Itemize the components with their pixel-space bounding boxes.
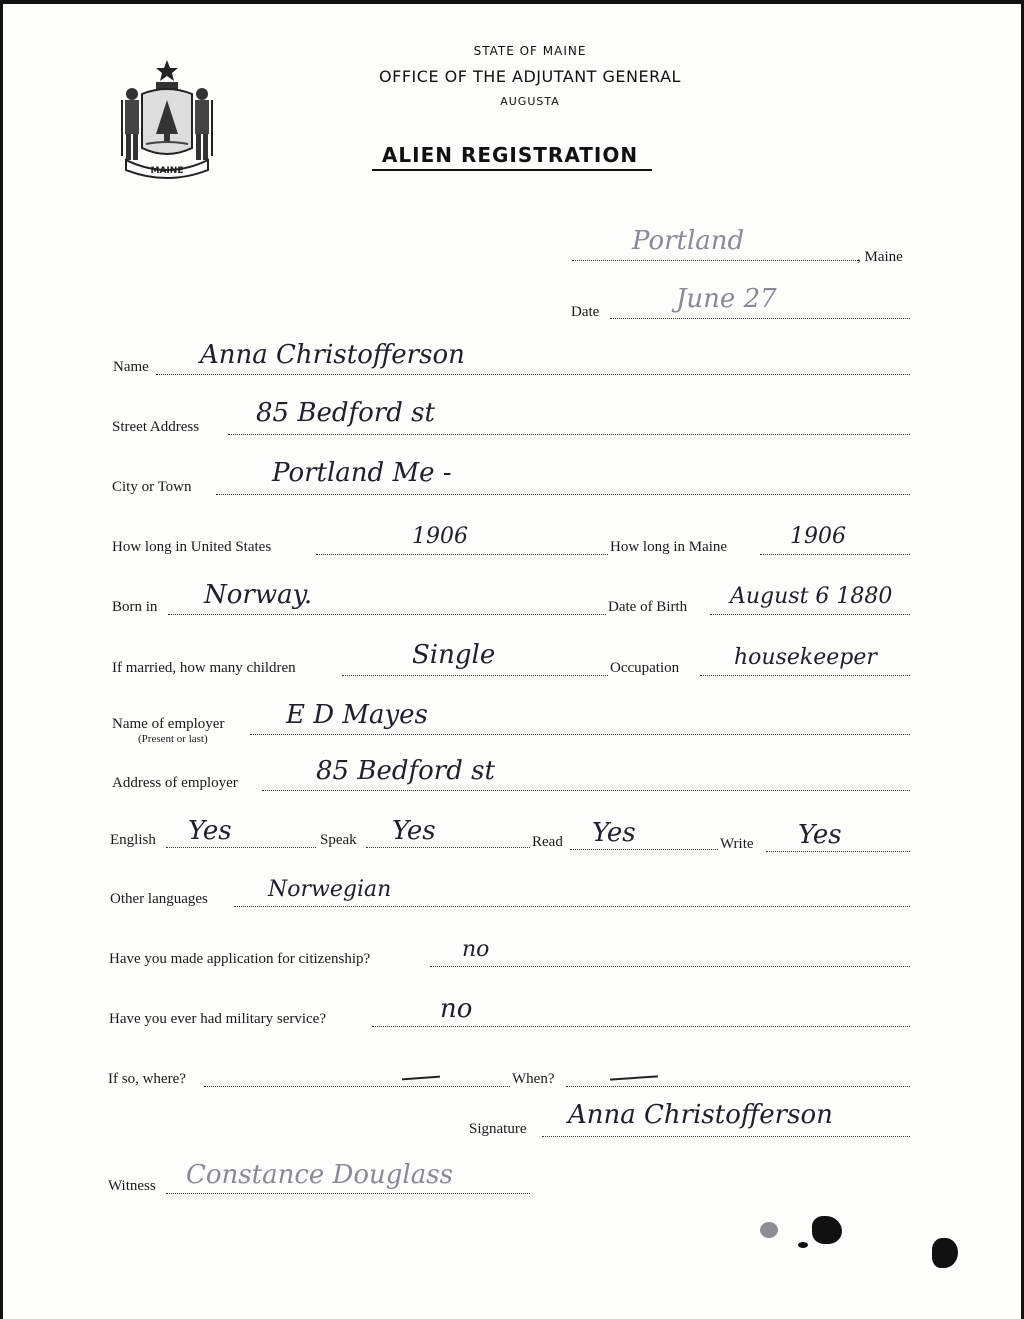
military-label: Have you ever had military service? [109, 1011, 326, 1027]
ink-speck [798, 1242, 808, 1248]
dob-label: Date of Birth [608, 599, 688, 615]
name-entry: Anna Christofferson [200, 340, 465, 370]
occupation-line [700, 675, 910, 676]
dob-line [710, 614, 910, 615]
other-languages-label: Other languages [110, 891, 208, 907]
street-entry: 85 Bedford st [256, 398, 435, 428]
witness-entry: Constance Douglass [186, 1160, 453, 1190]
english-line [166, 847, 316, 848]
children-entry: Single [412, 640, 496, 670]
employer-address-label: Address of employer [112, 775, 238, 791]
header-city: AUGUSTA [500, 95, 560, 108]
english-entry: Yes [188, 816, 232, 846]
how-long-us-label: How long in United States [112, 539, 272, 555]
employer-address-line [262, 790, 910, 791]
how-long-maine-label: How long in Maine [610, 539, 728, 555]
born-in-entry: Norway. [204, 580, 313, 610]
speak-label: Speak [320, 832, 357, 848]
scan-border-left [0, 0, 3, 1319]
write-line [766, 851, 910, 852]
write-entry: Yes [798, 820, 842, 850]
date-line [610, 318, 910, 319]
where-label: If so, where? [108, 1071, 186, 1087]
header-state: STATE OF MAINE [473, 44, 587, 58]
place-line [572, 260, 858, 261]
seal-banner-text: MAINE [150, 166, 184, 176]
children-label: If married, how many children [112, 660, 296, 676]
employer-line [250, 734, 910, 735]
signature-label: Signature [469, 1121, 527, 1137]
citizenship-line [430, 966, 910, 967]
occupation-entry: housekeeper [734, 645, 877, 670]
place-suffix-label: , Maine [857, 249, 903, 265]
where-line [204, 1086, 510, 1087]
military-line [372, 1026, 910, 1027]
city-label: City or Town [112, 479, 192, 495]
write-label: Write [720, 836, 754, 852]
when-dash-mark [610, 1075, 658, 1080]
place-entry: Portland [632, 226, 745, 256]
citizenship-label: Have you made application for citizenship? [109, 951, 371, 967]
how-long-maine-line [760, 554, 910, 555]
header-office: OFFICE OF THE ADJUTANT GENERAL [379, 67, 681, 86]
ink-smudge [760, 1222, 778, 1238]
signature-entry: Anna Christofferson [568, 1100, 833, 1130]
ink-drop [932, 1238, 958, 1268]
read-line [570, 849, 718, 850]
street-label: Street Address [112, 419, 200, 435]
witness-label: Witness [108, 1178, 156, 1194]
children-line [342, 675, 608, 676]
witness-line [166, 1193, 530, 1194]
born-in-line [168, 614, 606, 615]
dob-entry: August 6 1880 [730, 584, 893, 609]
maine-state-seal [112, 56, 222, 181]
other-languages-entry: Norwegian [268, 877, 392, 902]
name-label: Name [113, 359, 149, 375]
read-entry: Yes [592, 818, 636, 848]
title-underline [372, 169, 652, 171]
speak-line [366, 847, 530, 848]
read-label: Read [532, 834, 563, 850]
other-languages-line [234, 906, 910, 907]
name-line [156, 374, 910, 375]
military-entry: no [440, 994, 473, 1024]
signature-line [542, 1136, 910, 1137]
english-label: English [110, 832, 156, 848]
where-dash-mark [402, 1076, 440, 1081]
street-line [228, 434, 910, 435]
employer-label: Name of employer [112, 716, 225, 732]
when-label: When? [512, 1071, 555, 1087]
form-title: ALIEN REGISTRATION [381, 143, 639, 167]
city-entry: Portland Me - [272, 458, 452, 488]
speak-entry: Yes [392, 816, 436, 846]
citizenship-entry: no [462, 937, 490, 962]
employer-address-entry: 85 Bedford st [316, 756, 495, 786]
ink-blot [812, 1216, 842, 1244]
when-line [566, 1086, 910, 1087]
date-entry: June 27 [676, 284, 777, 314]
born-in-label: Born in [112, 599, 158, 615]
how-long-maine-entry: 1906 [790, 524, 846, 549]
employer-entry: E D Mayes [286, 700, 428, 730]
occupation-label: Occupation [610, 660, 680, 676]
city-line [216, 494, 910, 495]
how-long-us-entry: 1906 [412, 524, 468, 549]
scan-border-top [0, 0, 1024, 4]
date-label: Date [571, 304, 600, 320]
how-long-us-line [316, 554, 608, 555]
employer-sublabel: (Present or last) [138, 733, 208, 745]
